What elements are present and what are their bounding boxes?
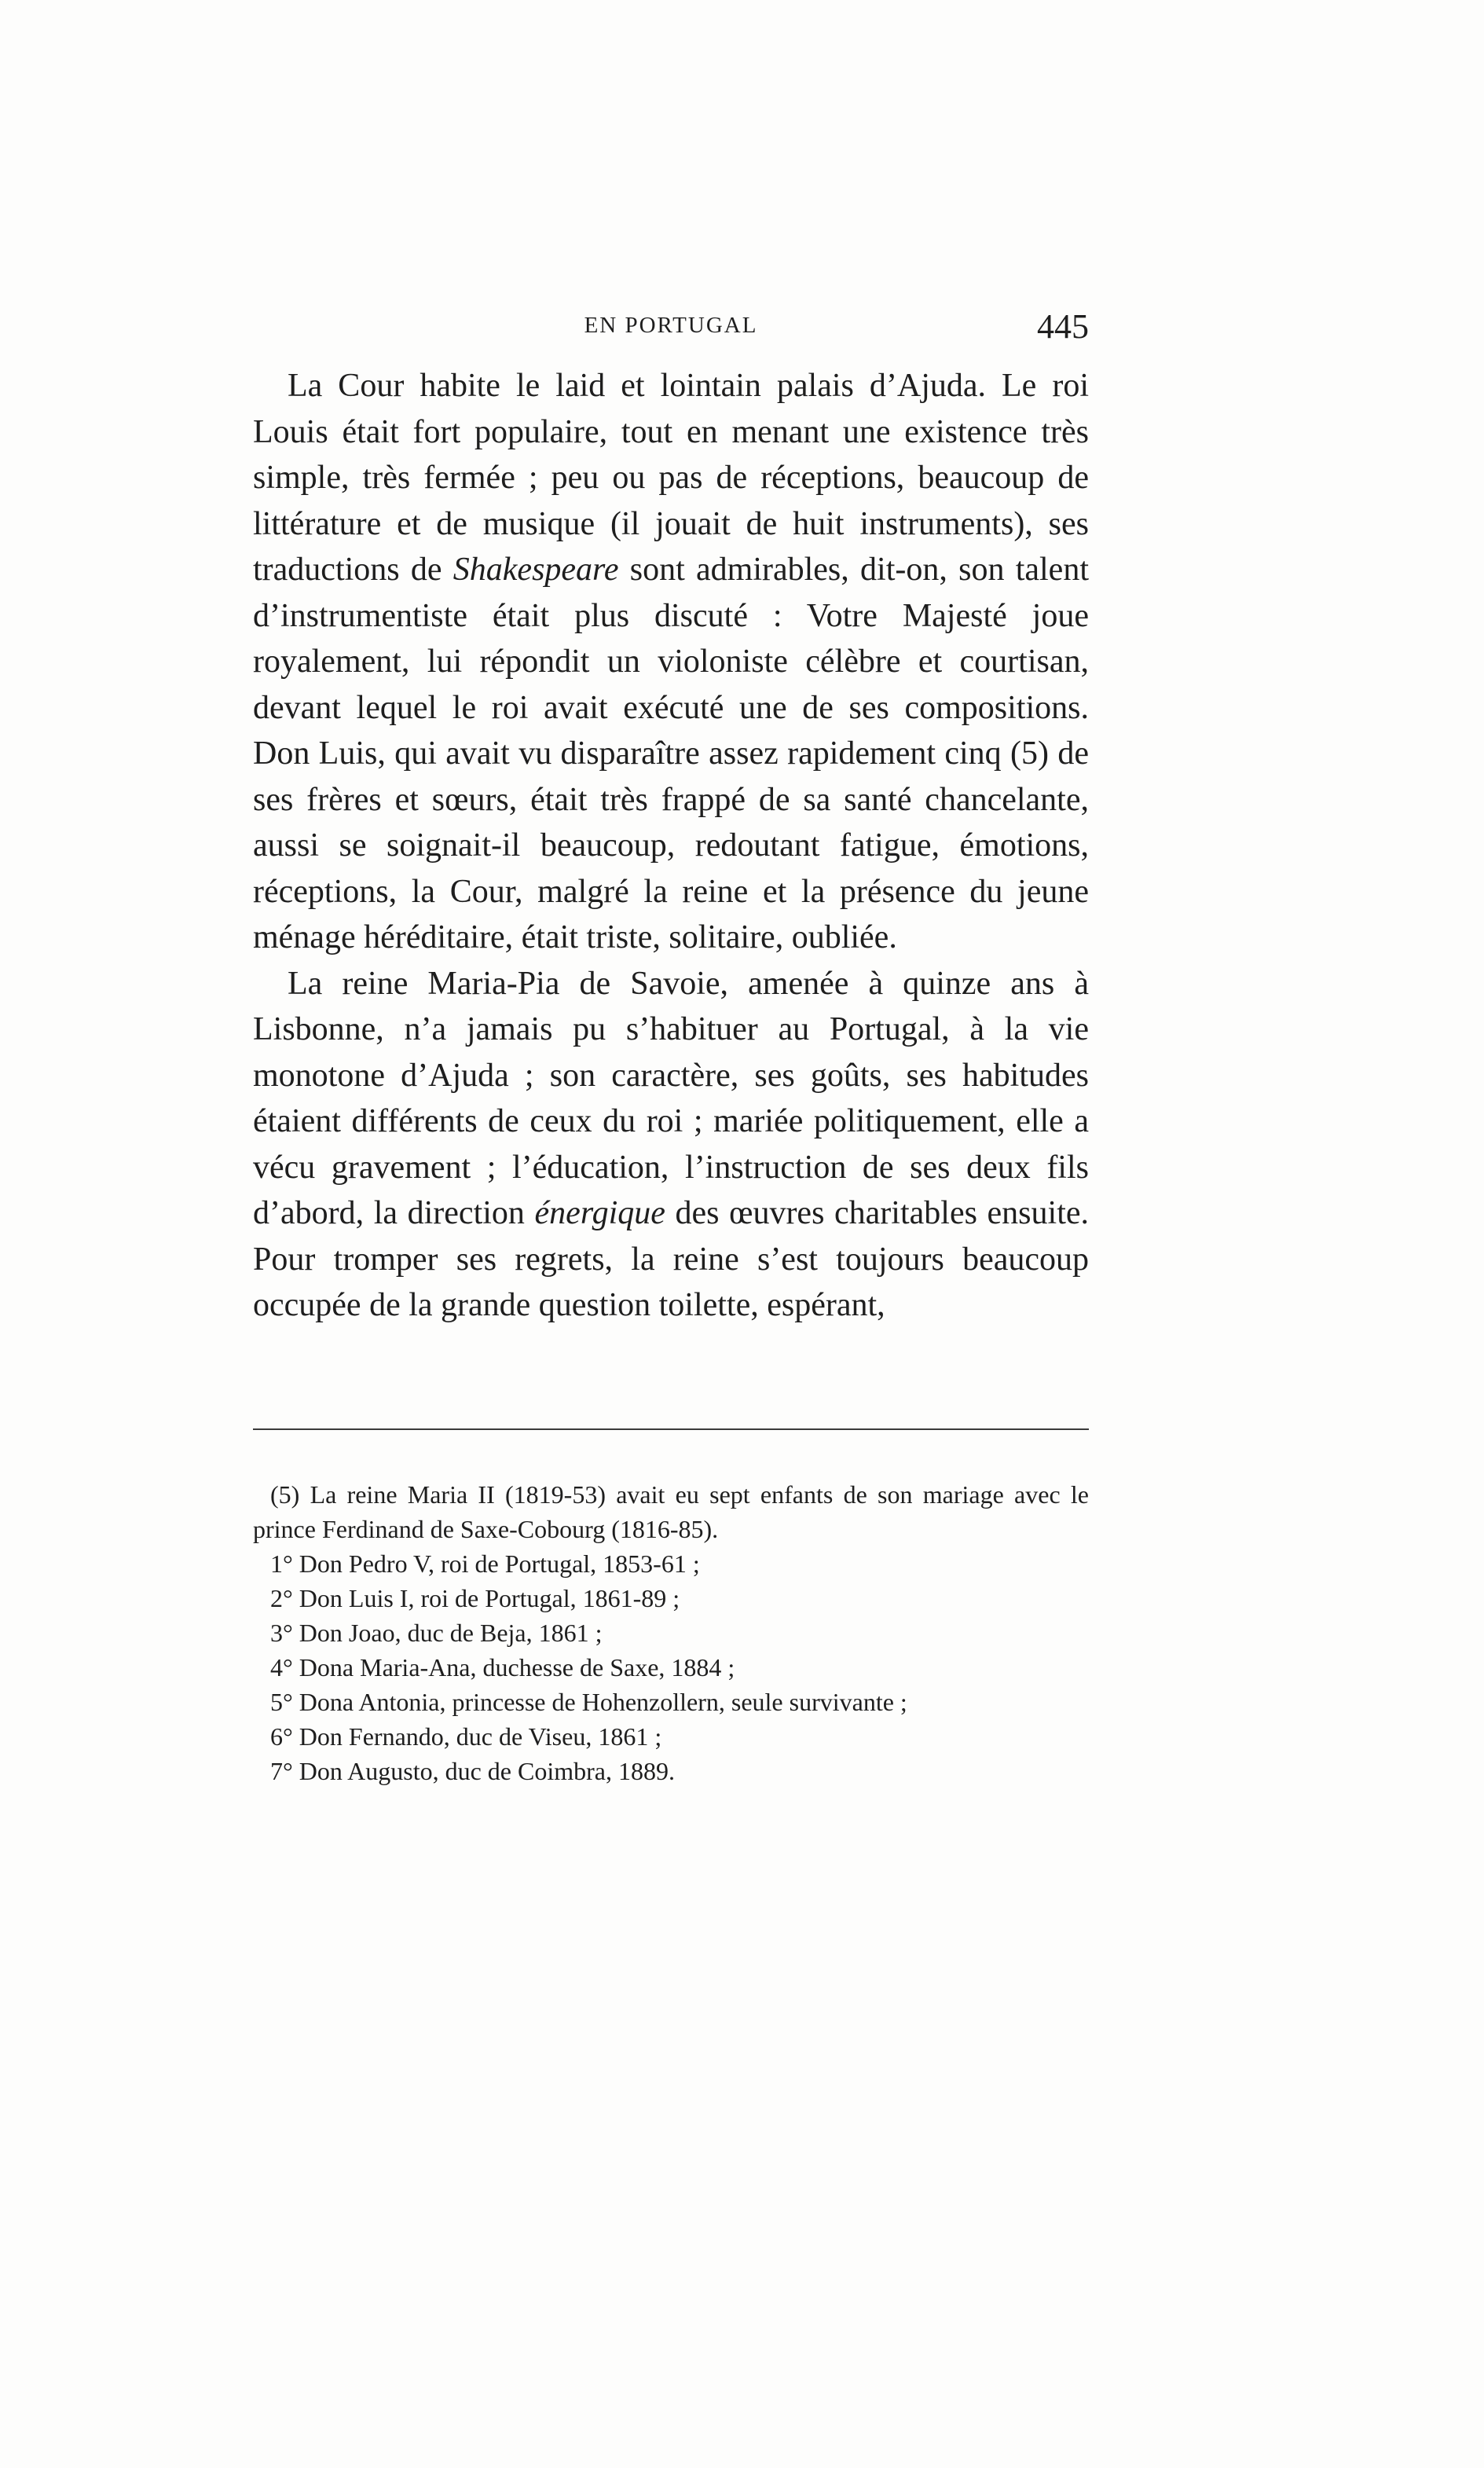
paragraph-1-part-a: La Cour habite le laid et lointain palais d’Ajuda. Le roi Louis était fort populaire, tout en menant une existence très simple, très fermée ; peu ou pas de réceptions, beaucoup de littérature et de musique (il jouait de huit instruments), ses traductions de	[253, 368, 1089, 588]
paragraph-2-part-a: La reine Maria-Pia de Savoie, amenée à quinze ans à Lisbonne, n’a jamais pu s’habituer au Portugal, à la vie monotone d’Ajuda ; son caractère, ses goûts, ses habitudes étaient différents de ceux du roi ; mariée politiquement, elle a vécu gravement ; l’éducation, l’instruction de ses deux fils d’abord, la direction	[253, 965, 1089, 1231]
footnote-item: 6° Don Fernando, duc de Viseu, 1861 ;	[270, 1722, 662, 1751]
shakespeare-italic: Shakespeare	[453, 552, 619, 588]
paragraph-2	[253, 961, 1089, 1329]
energique-italic: énergique	[534, 1195, 665, 1231]
page-number: 445	[1037, 307, 1089, 346]
footnote-item: 4° Dona Maria-Ana, duchesse de Saxe, 1884 ;	[270, 1653, 735, 1681]
footnote-rule	[253, 1428, 1089, 1430]
footnote-list	[253, 1546, 1089, 1788]
footnote-item: 3° Don Joao, duc de Beja, 1861 ;	[270, 1619, 603, 1647]
paragraph-1-part-b: sont admirables, dit-on, son talent d’instrumentiste était plus discuté : Votre Majesté joue royalement, lui répondit un violoniste célèbre et courtisan, devant lequel le roi avait exécuté une de ses compositions. Don Luis, qui avait vu disparaître assez rapidement cinq (5) de ses frères et sœurs, était très frappé de sa santé chancelante, aussi se soignait-il beaucoup, redoutant fatigue, émotions, réceptions, la Cour, malgré la reine et la présence du jeune ménage héréditaire, était triste, solitaire, oubliée.	[253, 552, 1089, 955]
footnote-item: 1° Don Pedro V, roi de Portugal, 1853-61 ;	[270, 1549, 700, 1578]
paragraph-1	[253, 363, 1089, 961]
footnote-lead: (5) La reine Maria II (1819-53) avait eu sept enfants de son mariage avec le prince Ferdinand de Saxe-Cobourg (1816-85).	[253, 1480, 1089, 1543]
footnote-item: 5° Dona Antonia, princesse de Hohenzollern, seule survivante ;	[270, 1688, 907, 1716]
footnotes	[253, 1477, 1089, 1788]
paragraph-2-part-b: des œuvres charitables ensuite. Pour tromper ses regrets, la reine s’est toujours beaucoup occupée de la grande question toilette, espérant,	[253, 1195, 1090, 1323]
footnote-item: 2° Don Luis I, roi de Portugal, 1861-89 ;	[270, 1584, 680, 1612]
footnote-item: 7° Don Augusto, duc de Coimbra, 1889.	[270, 1757, 675, 1785]
body-text	[253, 363, 1089, 1329]
page-header	[253, 307, 1089, 346]
running-head: EN PORTUGAL	[584, 313, 758, 338]
